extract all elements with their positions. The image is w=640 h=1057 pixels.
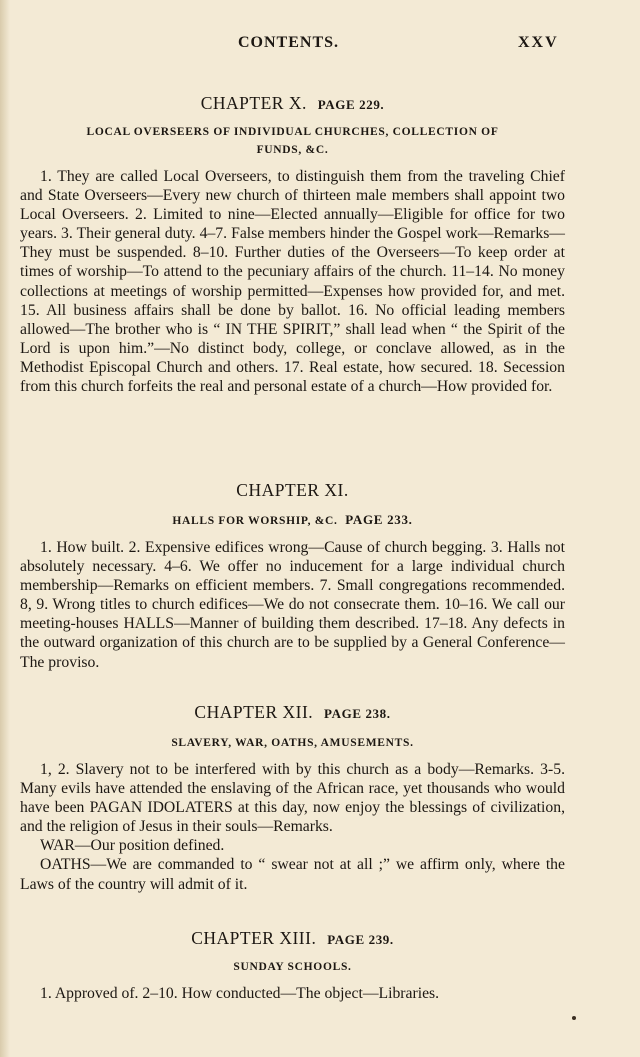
- chapter-x: [20, 93, 565, 396]
- chapter-number: CHAPTER XIII.: [191, 928, 317, 948]
- running-head: [0, 34, 640, 54]
- chapter-page-ref: PAGE 233.: [345, 512, 413, 527]
- chapter-page-ref: PAGE 239.: [327, 932, 394, 947]
- chapter-subtitle: LOCAL OVERSEERS OF INDIVIDUAL CHURCHES, COLLECTION OF: [86, 126, 499, 138]
- running-head-title: CONTENTS.: [238, 34, 340, 51]
- chapter-number: CHAPTER X.: [200, 93, 307, 113]
- ink-spot: [572, 1016, 576, 1020]
- chapter-subtitle: [20, 511, 565, 530]
- chapter-summary: 1. They are called Local Overseers, to distinguish them from the traveling Chief and State Overseers—Every new church of thirteen male members shall appoint two Local Overseers. 2. Limited to nine—Elected annually—Eligible for office for two years. 3. Their general duty. 4–7. False members hinder the Gospel work—Remarks—They must be suspended. 8–10. Further duties of the Overseers—To keep order at times of worship—To attend to the pecuniary affairs of the church. 11–14. No money collections at meetings of worship permitted—Expenses how provided for, and met. 15. All business affairs shall be done by ballot. 16. No official leading members allowed—The brother who is “ IN THE SPIRIT,” shall lead when “ the Spirit of the Lord is upon him.”—No distinct body, college, or conclave allowed, as in the Methodist Episcopal Church and others. 17. Real estate, how secured. 18. Secession from this church forfeits the real and personal estate of a church—How provided for.: [20, 168, 565, 396]
- chapter-heading: CHAPTER XI.: [236, 480, 349, 500]
- running-head-page-number: XXV: [518, 34, 559, 51]
- chapter-summary-war: WAR—Our position defined.: [40, 837, 225, 855]
- chapter-page-ref: PAGE 238.: [324, 706, 391, 721]
- chapter-heading: [20, 93, 565, 114]
- chapter-xi: [20, 480, 565, 672]
- chapter-subtitle: SUNDAY SCHOOLS.: [233, 961, 352, 973]
- page-edge-shadow: [0, 0, 10, 1057]
- chapter-xii: [20, 702, 565, 894]
- chapter-number: CHAPTER XII.: [194, 702, 314, 722]
- chapter-subtitle-text: HALLS FOR WORSHIP, &C.: [172, 515, 338, 527]
- chapter-page-ref: PAGE 229.: [317, 97, 385, 112]
- chapter-subtitle-cont: FUNDS, &C.: [256, 144, 329, 156]
- chapter-xiii: [20, 928, 565, 1003]
- chapter-summary: 1, 2. Slavery not to be interfered with by this church as a body—Remarks. 3-5. Many evils have attended the enslaving of the African race, yet thousands who would have been PAGAN IDOLATERS at this day, now enjoy the blessings of civilization, and the religion of Jesus in their souls—Remarks.: [20, 761, 565, 836]
- chapter-subtitle: SLAVERY, WAR, OATHS, AMUSEMENTS.: [171, 737, 414, 749]
- chapter-heading: [20, 702, 565, 723]
- chapter-summary-oaths: OATHS—We are commanded to “ swear not at all ;” we affirm only, where the Laws of the country will admit of it.: [20, 856, 565, 893]
- chapter-heading: [20, 928, 565, 949]
- chapter-summary: 1. Approved of. 2–10. How conducted—The object—Libraries.: [40, 985, 440, 1002]
- chapter-summary: 1. How built. 2. Expensive edifices wrong—Cause of church begging. 3. Halls not absolutely necessary. 4–6. We offer no inducement for a large individual church membership—Remarks on efficient members. 7. Small congregations recommended. 8, 9. Wrong titles to church edifices—We do not consecrate them. 10–16. We call our meeting-houses HALLS—Manner of building them described. 17–18. Any defects in the outward organization of this church are to be supplied by a General Conference—The proviso.: [20, 539, 565, 671]
